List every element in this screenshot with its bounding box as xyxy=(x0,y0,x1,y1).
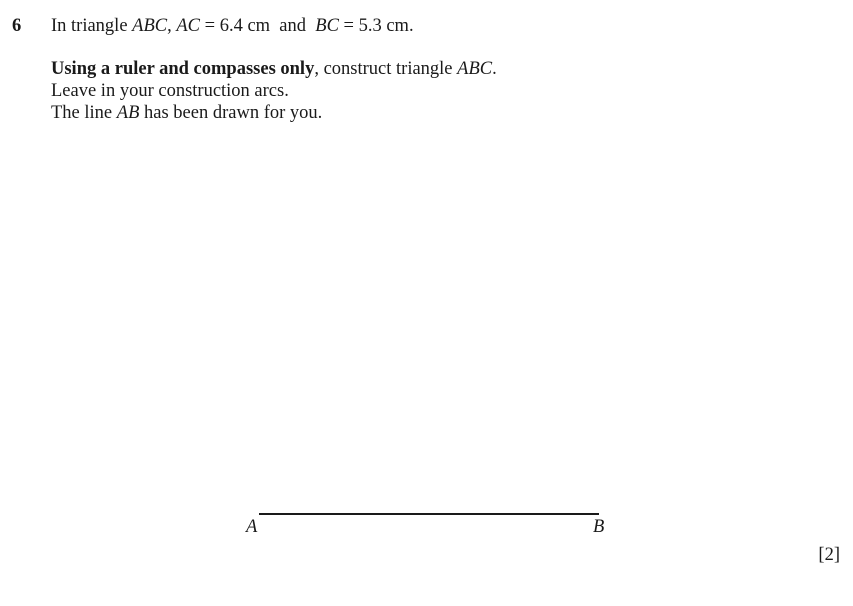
instruction-line xyxy=(51,58,497,80)
instruction-text-1: , construct triangle xyxy=(314,59,458,79)
question-intro xyxy=(51,15,414,37)
drawn-text-2: has been drawn for you. xyxy=(139,103,323,123)
leave-arcs-line: Leave in your construction arcs. xyxy=(51,81,289,101)
intro-triangle-name: ABC xyxy=(132,16,168,36)
intro-side-bc: BC xyxy=(315,16,339,36)
instruction-bold: Using a ruler and compasses only xyxy=(51,59,315,79)
instruction-triangle-name: ABC xyxy=(457,59,493,79)
question-number: 6 xyxy=(12,16,22,36)
instruction-text-2: . xyxy=(492,59,497,79)
drawn-line-note xyxy=(51,102,322,124)
intro-text-4: = 5.3 cm. xyxy=(338,16,414,36)
intro-text-3: = 6.4 cm and xyxy=(200,16,316,36)
intro-side-ac: AC xyxy=(176,16,201,36)
point-a-label: A xyxy=(246,517,258,537)
drawn-text-1: The line xyxy=(51,103,117,123)
drawn-line-name: AB xyxy=(116,103,140,123)
marks-allocation: [2] xyxy=(818,545,840,565)
line-ab xyxy=(259,513,599,515)
intro-text-1: In triangle xyxy=(51,16,133,36)
point-b-label: B xyxy=(593,517,605,537)
intro-text-2: , xyxy=(167,16,177,36)
